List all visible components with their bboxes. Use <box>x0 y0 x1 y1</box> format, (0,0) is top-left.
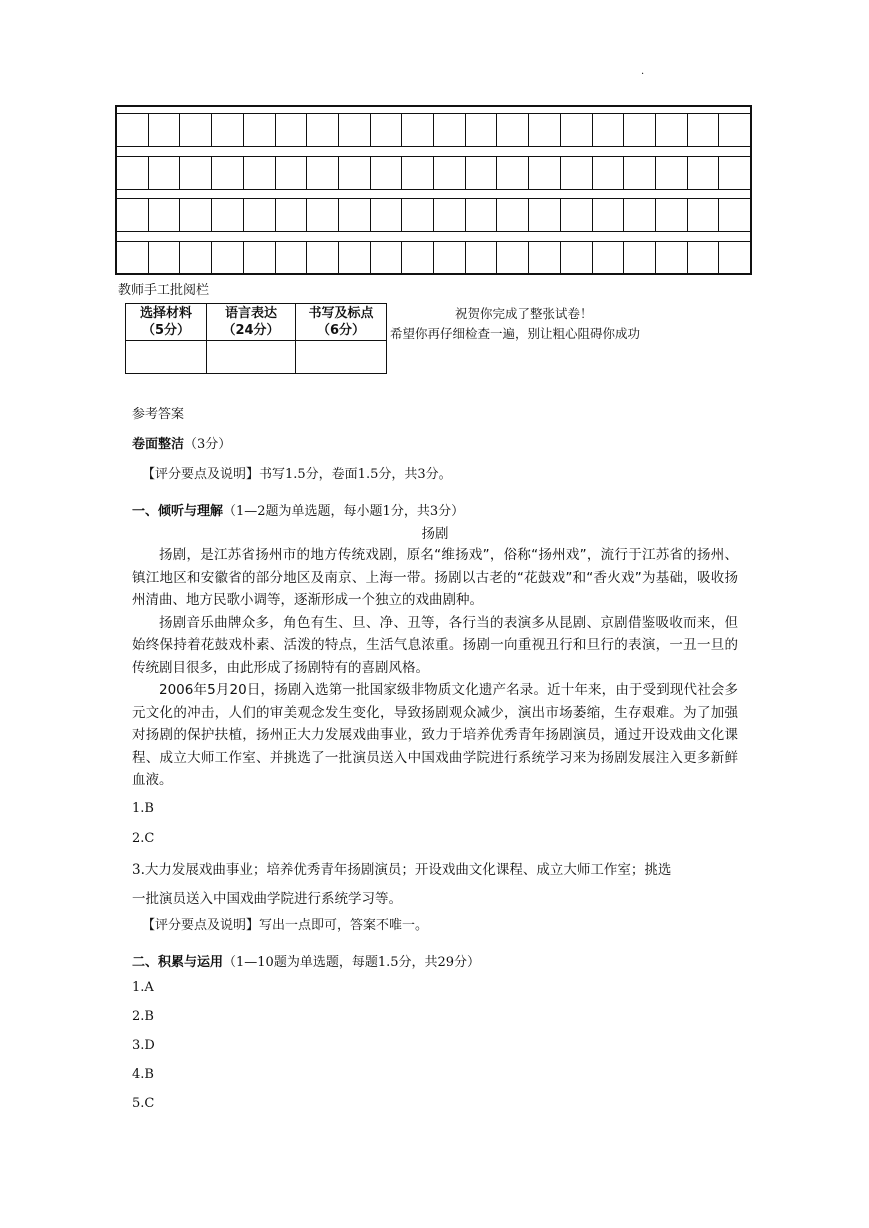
score-col-points: （5分） <box>141 323 191 338</box>
grid-cell <box>243 114 275 146</box>
grid-cell <box>338 242 370 274</box>
score-cell <box>296 341 387 374</box>
score-col-points: （6分） <box>316 323 366 338</box>
teacher-section-label: 教师手工批阅栏 <box>118 283 210 298</box>
neatness-note: 【评分要点及说明】书写1.5分，卷面1.5分，共3分。 <box>142 467 452 482</box>
grid-cell <box>179 157 211 189</box>
grid-cell <box>401 157 433 189</box>
grid-cell <box>275 199 307 231</box>
score-cell <box>207 341 296 374</box>
grid-cell <box>623 199 655 231</box>
answer-item: 4.B <box>132 1067 154 1082</box>
writing-grid <box>115 105 752 275</box>
answer-item: 2.B <box>132 1009 154 1024</box>
grid-cell <box>496 114 528 146</box>
section1-desc: （1—2题为单选题，每小题1分，共3分） <box>223 504 465 519</box>
score-col-name: 书写及标点 <box>308 306 374 321</box>
grid-cell <box>275 157 307 189</box>
article-paragraph: 扬剧，是江苏省扬州市的地方传统戏剧，原名“维扬戏”，俗称“扬州戏”，流行于江苏省的扬州、镇江地区和安徽省的部分地区及南京、上海一带。扬剧以古老的“花鼓戏”和“香火戏”为基础，吸收扬州清曲、地方民歌小调等，逐渐形成一个独立的戏曲剧种。 <box>132 547 738 608</box>
score-col-header <box>207 304 296 341</box>
grid-cell <box>243 157 275 189</box>
article-paragraph: 2006年5月20日，扬剧入选第一批国家级非物质文化遗产名录。近十年来，由于受到现代社会多元文化的冲击，人们的审美观念发生变化，导致扬剧观众减少，演出市场萎缩，生存艰难。为了加强对扬剧的保护扶植，扬州正大力发展戏曲事业，致力于培养优秀青年扬剧演员，通过开设戏曲文化课程、成立大师工作室、并挑选了一批演员送入中国戏曲学院进行系统学习来为扬剧发展注入更多新鲜血液。 <box>132 682 738 788</box>
congrats-line: 希望你再仔细检查一遍，别让粗心阻碍你成功 <box>390 326 641 341</box>
grid-cell <box>592 157 624 189</box>
answer-item: 5.C <box>132 1096 155 1111</box>
grid-cell <box>306 157 338 189</box>
grid-row <box>117 156 750 190</box>
grid-cell <box>211 199 243 231</box>
grid-cell <box>560 114 592 146</box>
score-col-header <box>296 304 387 341</box>
grid-cell <box>623 114 655 146</box>
grid-cell <box>592 114 624 146</box>
congrats-message <box>390 304 690 344</box>
grid-cell <box>560 157 592 189</box>
grid-cell <box>306 114 338 146</box>
grid-cell <box>718 242 750 274</box>
grid-cell <box>433 242 465 274</box>
grid-cell <box>433 199 465 231</box>
article-paragraph: 扬剧音乐曲牌众多，角色有生、旦、净、丑等，各行当的表演多从昆剧、京剧借鉴吸收而来，但始终保持着花鼓戏朴素、活泼的特点，生活气息浓重。扬剧一向重视丑行和旦行的表演，一丑一旦的传统剧目很多，由此形成了扬剧特有的喜剧风格。 <box>132 614 738 676</box>
grid-cell <box>275 114 307 146</box>
grid-row <box>117 241 750 275</box>
grid-cell <box>338 114 370 146</box>
grid-cell <box>623 157 655 189</box>
congrats-line: 祝贺你完成了整张试卷！ <box>455 306 593 321</box>
grid-cell <box>338 199 370 231</box>
grid-cell <box>211 242 243 274</box>
grid-cell <box>211 114 243 146</box>
grid-cell <box>306 242 338 274</box>
article-title: 扬剧 <box>421 526 449 542</box>
grid-cell <box>433 114 465 146</box>
article-body <box>132 544 738 792</box>
grid-cell <box>370 157 402 189</box>
neatness-score: （3分） <box>184 437 232 452</box>
grid-cell <box>560 242 592 274</box>
section1-note: 【评分要点及说明】写出一点即可，答案不唯一。 <box>142 918 429 933</box>
grid-cell <box>655 199 687 231</box>
answer-item: 3.D <box>132 1038 155 1053</box>
section2-title: 二、积累与运用 <box>132 955 224 970</box>
grid-cell <box>148 242 180 274</box>
grid-cell <box>687 242 719 274</box>
grid-cell <box>370 199 402 231</box>
grid-cell <box>338 157 370 189</box>
grid-cell <box>560 199 592 231</box>
answer-item: 1.A <box>132 980 154 995</box>
grid-cell <box>718 114 750 146</box>
grid-cell <box>496 199 528 231</box>
answer-heading: 参考答案 <box>132 407 185 422</box>
score-col-name: 选择材料 <box>139 306 192 321</box>
grid-cell <box>179 242 211 274</box>
score-cell <box>126 341 207 374</box>
grid-cell <box>465 114 497 146</box>
grid-cell <box>148 157 180 189</box>
grid-cell <box>401 242 433 274</box>
grid-cell <box>433 157 465 189</box>
score-col-header <box>126 304 207 341</box>
neatness-title: 卷面整洁 <box>132 437 185 452</box>
neatness-line <box>132 433 231 452</box>
grid-cell <box>528 242 560 274</box>
grid-cell <box>528 157 560 189</box>
grid-cell <box>465 157 497 189</box>
grid-cell <box>117 157 148 189</box>
grid-cell <box>687 157 719 189</box>
grid-cell <box>211 157 243 189</box>
grid-cell <box>623 242 655 274</box>
grid-cell <box>655 114 687 146</box>
grid-cell <box>117 199 148 231</box>
grid-cell <box>465 199 497 231</box>
grid-cell <box>528 114 560 146</box>
grid-cell <box>496 242 528 274</box>
grid-cell <box>655 157 687 189</box>
grid-row <box>117 113 750 147</box>
answer-item: 2.C <box>132 831 155 846</box>
grid-cell <box>148 114 180 146</box>
score-table <box>125 303 387 374</box>
grid-cell <box>401 199 433 231</box>
score-col-points: （24分） <box>222 323 280 338</box>
grid-cell <box>718 157 750 189</box>
grid-cell <box>243 242 275 274</box>
grid-cell <box>496 157 528 189</box>
score-col-name: 语言表达 <box>224 306 277 321</box>
answer-item-cont: 一批演员送入中国戏曲学院进行系统学习等。 <box>132 891 402 907</box>
grid-cell <box>117 114 148 146</box>
grid-cell <box>179 114 211 146</box>
grid-cell <box>370 242 402 274</box>
grid-cell <box>718 199 750 231</box>
grid-cell <box>148 199 180 231</box>
grid-cell <box>179 199 211 231</box>
grid-cell <box>370 114 402 146</box>
grid-cell <box>592 199 624 231</box>
section2-desc: （1—10题为单选题，每题1.5分，共29分） <box>223 955 481 970</box>
grid-cell <box>275 242 307 274</box>
grid-cell <box>306 199 338 231</box>
answer-item: 1.B <box>132 801 154 816</box>
grid-cell <box>687 114 719 146</box>
section2-heading <box>132 951 480 970</box>
grid-cell <box>243 199 275 231</box>
page-dot: . <box>641 66 645 77</box>
section1-title: 一、倾听与理解 <box>132 504 224 519</box>
grid-cell <box>592 242 624 274</box>
grid-cell <box>401 114 433 146</box>
grid-cell <box>117 242 148 274</box>
answer-item: 3.大力发展戏曲事业；培养优秀青年扬剧演员；开设戏曲文化课程、成立大师工作室；挑选 <box>132 862 672 878</box>
grid-cell <box>528 199 560 231</box>
grid-cell <box>687 199 719 231</box>
grid-cell <box>465 242 497 274</box>
section1-heading <box>132 500 464 519</box>
grid-cell <box>655 242 687 274</box>
grid-row <box>117 198 750 232</box>
